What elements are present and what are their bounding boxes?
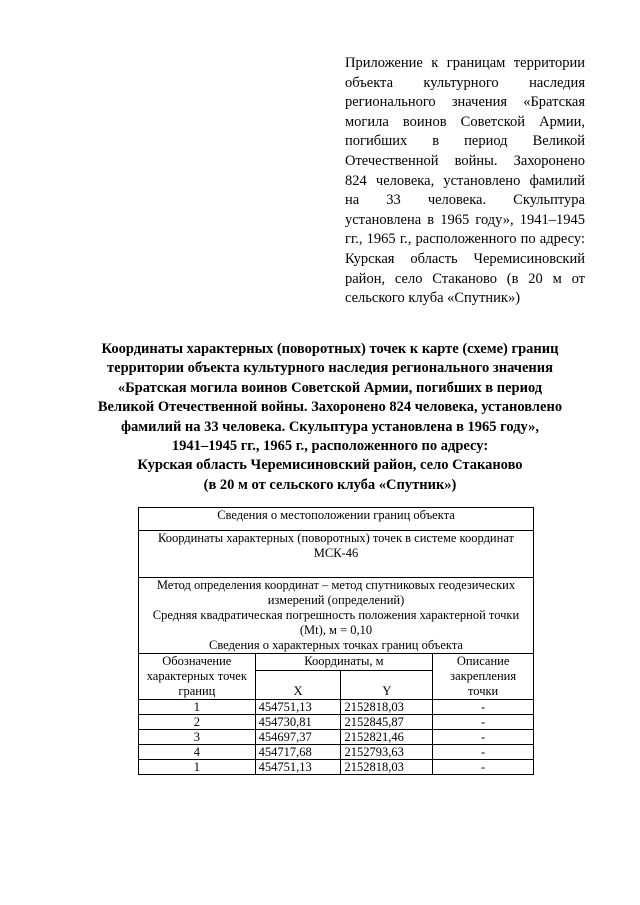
point-cell: 4 <box>139 745 256 760</box>
method-cell <box>139 578 534 654</box>
y-cell: 2152818,03 <box>341 760 433 775</box>
x-cell: 454697,37 <box>255 730 341 745</box>
y-cell: 2152793,63 <box>341 745 433 760</box>
description-column-header: Описание закрепления точки <box>433 654 534 700</box>
point-cell: 1 <box>139 760 256 775</box>
x-cell: 454717,68 <box>255 745 341 760</box>
table-row <box>139 700 534 715</box>
points-header: Сведения о характерных точках границ объекта <box>209 638 463 652</box>
x-cell: 454751,13 <box>255 760 341 775</box>
designation-column-header: Обозначение характерных точек границ <box>139 654 256 700</box>
y-cell: 2152845,87 <box>341 715 433 730</box>
title-line: фамилий на 33 человека. Скульптура установлена в 1965 году», <box>120 418 540 435</box>
x-cell: 454751,13 <box>255 700 341 715</box>
description-cell: - <box>433 730 534 745</box>
description-cell: - <box>433 715 534 730</box>
title-line: Координаты характерных (поворотных) точек к карте (схеме) границ <box>101 341 559 357</box>
y-cell: 2152818,03 <box>341 700 433 715</box>
point-cell: 1 <box>139 700 256 715</box>
title-line: (в 20 м от сельского клуба «Спутник») <box>203 476 457 493</box>
method-text: Метод определения координат – метод спутниковых геодезических измерений (определений) <box>156 578 516 607</box>
table-row <box>139 730 534 745</box>
coordinates-column-header: Координаты, м <box>255 654 433 671</box>
point-cell: 3 <box>139 730 256 745</box>
title-line: 1941–1945 гг., 1965 г., расположенного по адресу: <box>171 438 489 455</box>
y-column-header: Y <box>341 671 433 700</box>
y-cell: 2152821,46 <box>341 730 433 745</box>
description-cell: - <box>433 700 534 715</box>
title-line: территории объекта культурного наследия регионального значения <box>107 360 553 377</box>
point-cell: 2 <box>139 715 256 730</box>
title-line: Курская область Черемисиновский район, село Стаканово <box>137 457 523 474</box>
description-cell: - <box>433 760 534 775</box>
x-column-header: X <box>255 671 341 700</box>
location-header: Сведения о местоположении границ объекта <box>139 508 534 531</box>
title-line: Великой Отечественной войны. Захоронено 824 человека, установлено <box>97 399 563 416</box>
table-row <box>139 760 534 775</box>
annex-note: Приложение к границам территории объекта культурного наследия регионального значения «Братская могила воинов Советской Армии, погибших в период Великой Отечественной войны. Захоронено 824 человека, установлено фамилий на 33 человека. Скульптура установлена в 1965 году», 1941–1945 гг., 1965 г., расположенного по адресу: Курская область Черемисиновский район, село Стаканово (в 20 м от сельского клуба «Спутник») <box>345 55 585 307</box>
title-line: «Братская могила воинов Советской Армии, погибших в период <box>117 379 543 396</box>
table-row <box>139 715 534 730</box>
description-cell: - <box>433 745 534 760</box>
table-row <box>139 745 534 760</box>
error-text: Средняя квадратическая погрешность положения характерной точки (Mt), м = 0,10 <box>152 608 520 637</box>
coordinate-system-header: Координаты характерных (поворотных) точек в системе координат МСК-46 <box>139 531 534 578</box>
coordinates-table <box>138 507 534 775</box>
x-cell: 454730,81 <box>255 715 341 730</box>
document-title <box>60 340 600 495</box>
